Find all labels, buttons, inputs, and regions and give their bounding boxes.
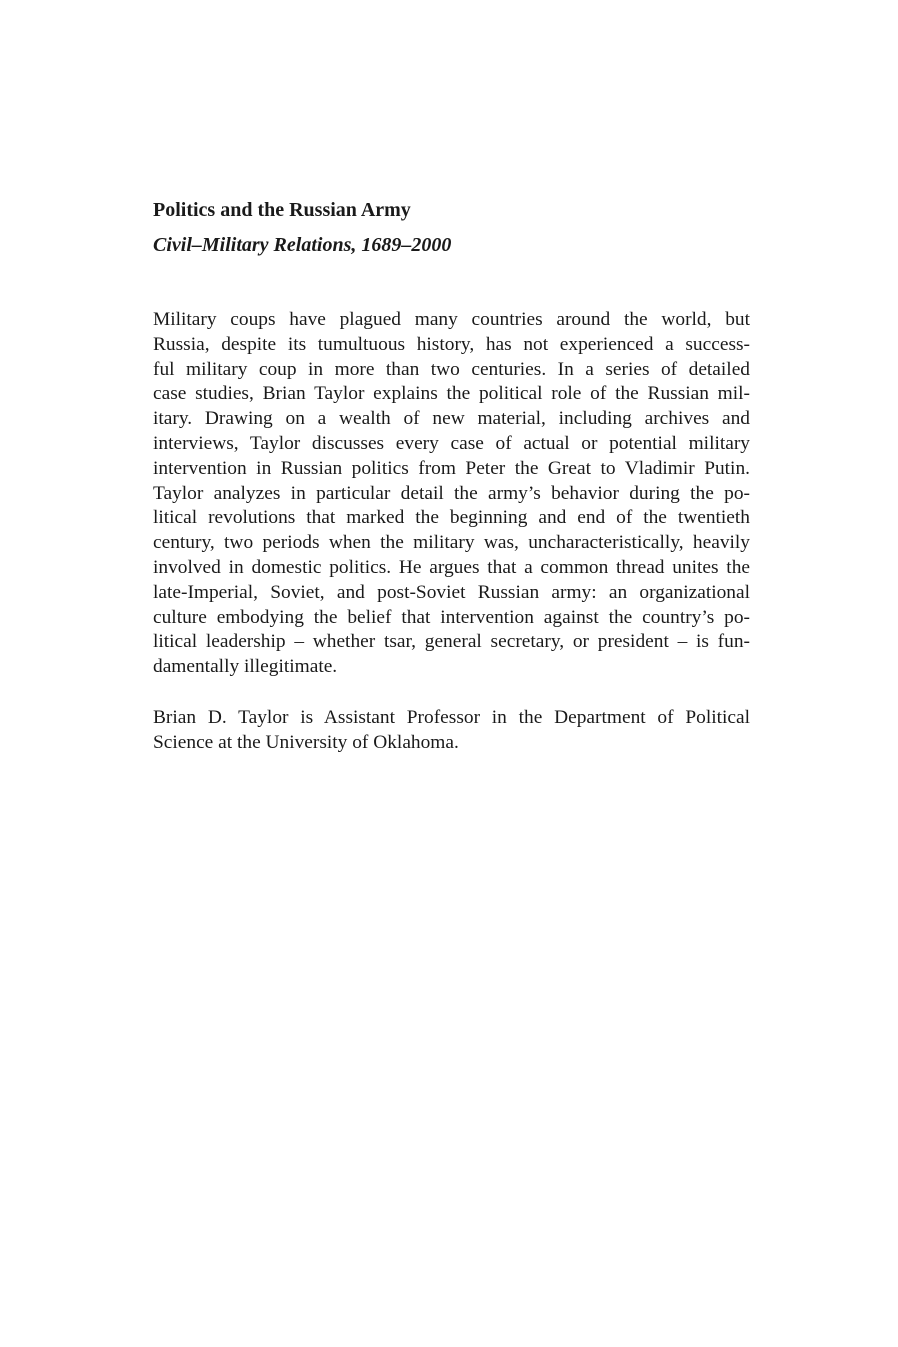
description-line: litical revolutions that marked the beginning and end of the twentieth	[153, 507, 750, 529]
author-bio	[153, 706, 750, 756]
description-line: Taylor analyzes in particular detail the army’s behavior during the po-	[153, 482, 750, 504]
book-title: Politics and the Russian Army	[153, 199, 411, 221]
book-subtitle: Civil–Military Relations, 1689–2000	[153, 234, 452, 256]
description-line: case studies, Brian Taylor explains the political role of the Russian mil-	[153, 383, 750, 405]
description-line: interviews, Taylor discusses every case of actual or potential military	[153, 432, 750, 454]
description-line: intervention in Russian politics from Peter the Great to Vladimir Putin.	[153, 457, 750, 479]
description-line: involved in domestic politics. He argues that a common thread unites the	[153, 556, 750, 578]
description-line: damentally illegitimate.	[153, 656, 338, 678]
description-line: itary. Drawing on a wealth of new material, including archives and	[153, 408, 750, 430]
description-line: ful military coup in more than two centuries. In a series of detailed	[153, 358, 750, 380]
description-line: late-Imperial, Soviet, and post-Soviet Russian army: an organizational	[153, 581, 750, 603]
description-line: century, two periods when the military was, uncharacteristically, heavily	[153, 532, 750, 554]
description-line: litical leadership – whether tsar, general secretary, or president – is fun-	[153, 631, 750, 653]
description-line: Military coups have plagued many countries around the world, but	[153, 309, 750, 330]
book-description	[153, 308, 750, 680]
description-line: Russia, despite its tumultuous history, has not experienced a success-	[153, 333, 750, 355]
description-line: culture embodying the belief that intervention against the country’s po-	[153, 606, 750, 628]
author-bio-line: Science at the University of Oklahoma.	[153, 731, 459, 753]
author-bio-line: Brian D. Taylor is Assistant Professor in the Department of Political	[153, 707, 750, 728]
